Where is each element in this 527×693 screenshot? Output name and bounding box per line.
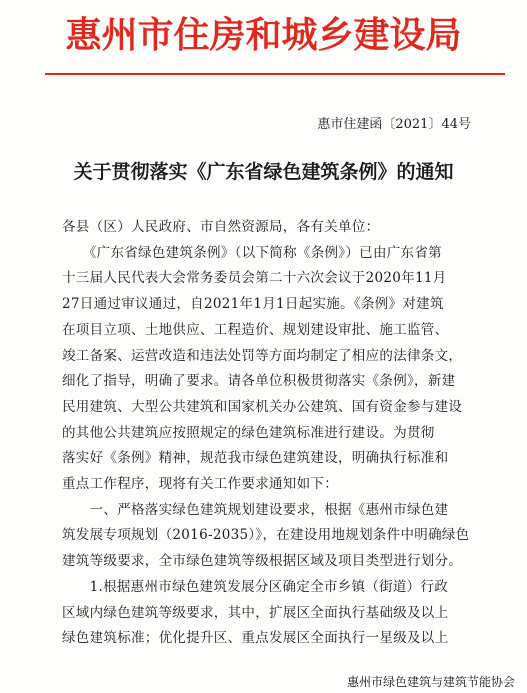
body-line: 《广东省绿色建筑条例》（以下简称《条例》）已由广东省第 <box>62 244 442 261</box>
letterhead-red-rule <box>45 73 505 75</box>
document-number: 惠市住建函〔2021〕44号 <box>317 117 471 132</box>
body-line: 十三届人民代表大会常务委员会第二十六次会议于2020年11月 <box>62 270 447 287</box>
body-line: 绿色建筑标准；优化提升区、重点发展区全面执行一星级及以上 <box>62 630 449 647</box>
body-line: 在项目立项、土地供应、工程造价、规划建设审批、施工监管、 <box>62 321 449 338</box>
document-title: 关于贯彻落实《广东省绿色建筑条例》的通知 <box>73 161 454 183</box>
body-line: 建筑等级要求，全市绿色建筑等级根据区域及项目类型进行划分。 <box>62 553 463 570</box>
document-body <box>62 215 482 652</box>
body-line: 细化了指导，明确了要求。请各单位积极贯彻落实《条例》，新建 <box>62 373 456 390</box>
body-line: 一、严格落实绿色建筑规划建设要求，根据《惠州市绿色建 <box>62 501 449 518</box>
body-line: 筑发展专项规划（2016-2035）》，在建设用地规划条件中明确绿色 <box>62 527 470 544</box>
body-line: 的其他公共建筑应按照规定的绿色建筑标准进行建设。为贯彻 <box>62 424 435 441</box>
body-line: 各县（区）人民政府、市自然资源局，各有关单位： <box>62 219 380 235</box>
body-line: 重点工作程序，现将有关工作要求通知如下： <box>62 476 338 493</box>
letterhead-title: 惠州市住房和城乡建设局 <box>65 15 462 56</box>
body-line: 竣工备案、运营改造和违法处罚等方面均制定了相应的法律条文， <box>62 347 463 364</box>
footer-watermark: 惠州市绿色建筑与建筑节能协会 <box>343 671 519 693</box>
body-line: 1.根据惠州市绿色建筑发展分区确定全市乡镇（街道）行政 <box>62 578 449 595</box>
body-line: 27日通过审议通过，自2021年1月1日起实施。《条例》对建筑 <box>62 296 444 313</box>
body-line: 区域内绿色建筑等级要求，其中，扩展区全面执行基础级及以上 <box>62 604 449 621</box>
body-line: 民用建筑、大型公共建筑和国家机关办公建筑、国有资金参与建设 <box>62 398 463 415</box>
body-line: 落实好《条例》精神，规范我市绿色建筑建设，明确执行标准和 <box>62 450 449 467</box>
